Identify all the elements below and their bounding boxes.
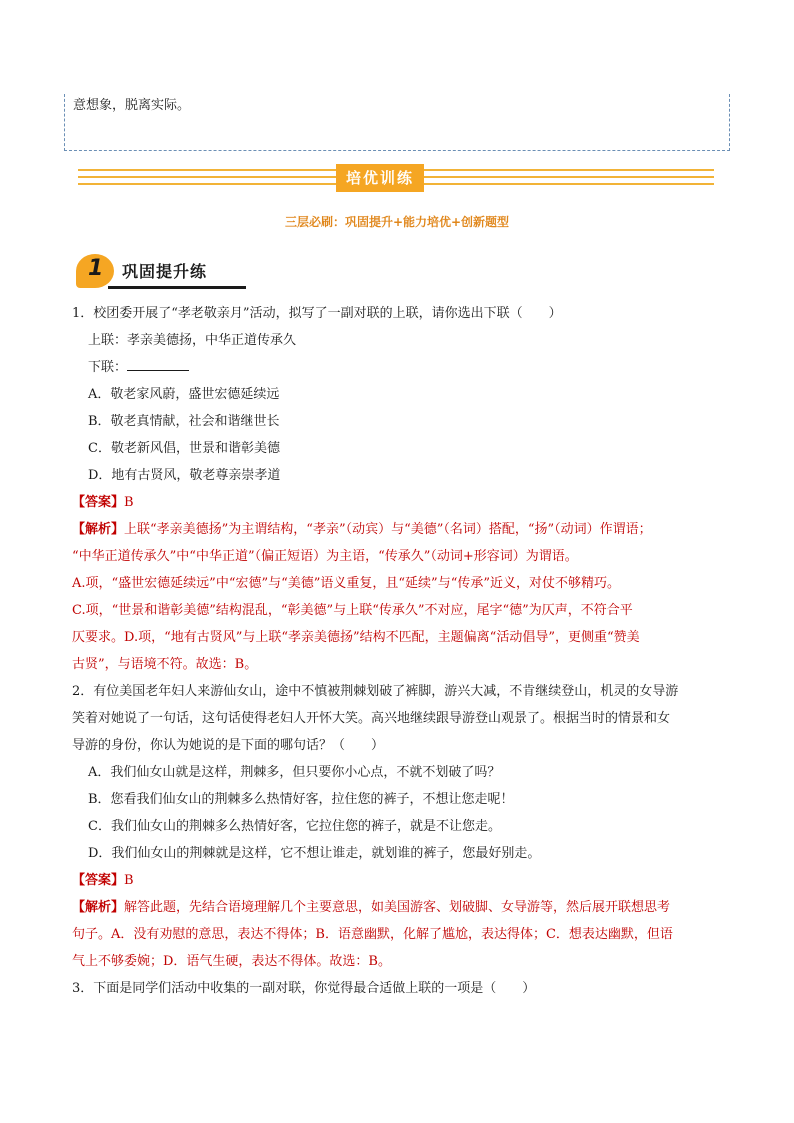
section-label: 巩固提升练 (122, 262, 208, 281)
question-1-lower-couplet (72, 354, 732, 381)
question-2-option: B．您看我们仙女山的荆棘多么热情好客，拉住您的裤子，不想让您走呢！ (88, 792, 514, 807)
analysis-line: 上联“孝亲美德扬”为主谓结构，“孝亲”（动宾）与“美德”（名词）搭配，“扬”（动词）作谓语； (124, 522, 652, 537)
question-2-stem: 2．有位美国老年妇人来游仙女山，途中不慎被荆棘划破了裤脚，游兴大减，不肯继续登山，机灵的女导游 (72, 684, 679, 699)
question-1-option: A．敬老家风蔚，盛世宏德延续远 (88, 387, 280, 402)
question-1-upper-couplet: 上联：孝亲美德扬，中华正道传承久 (88, 333, 297, 348)
question-1-option: B．敬老真情献，社会和谐继世长 (88, 414, 280, 429)
lower-couplet-label: 下联： (88, 360, 128, 375)
question-2-stem: 笑着对她说了一句话，这句话使得老妇人开怀大笑。高兴地继续跟导游登山观景了。根据当时的情景和女 (72, 711, 671, 726)
analysis-tag: 【解析】 (72, 522, 125, 537)
analysis-line: C.项，“世景和谐彰美德”结构混乱，“彰美德”与上联“传承久”不对应，尾字“德”为仄声，不符合平 (72, 603, 633, 618)
banner-title: 培优训练 (336, 164, 424, 192)
banner-line (78, 183, 336, 185)
section-underline (108, 286, 246, 289)
analysis-line: “中华正道传承久”中“中华正道”（偏正短语）为主语，“传承久”（动词+形容词）为谓语。 (72, 549, 578, 564)
answer-value: B (124, 873, 134, 888)
analysis-line: 气上不够委婉；D．语气生硬，表达不得体。故选：B。 (72, 954, 391, 969)
banner-line (424, 183, 714, 185)
answer-tag: 【答案】 (72, 495, 125, 510)
banner-line (424, 169, 714, 171)
question-1-option: D．地有古贤风，敬老尊亲崇孝道 (88, 468, 281, 483)
question-2-option: C．我们仙女山的荆棘多么热情好客，它拉住您的裤子，就是不让您走。 (88, 819, 501, 834)
section-heading (76, 254, 246, 290)
banner-line (78, 176, 336, 178)
analysis-line: 古贤”，与语境不符。故选：B。 (72, 657, 258, 672)
previous-section-box (64, 94, 730, 151)
question-2-option: A．我们仙女山就是这样，荆棘多，但只要你小心点，不就不划破了吗？ (88, 765, 501, 780)
banner-line (78, 169, 336, 171)
section-number: 1 (88, 256, 104, 281)
answer-value: B (124, 495, 134, 510)
question-2-option: D．我们仙女山的荆棘就是这样，它不想让谁走，就划谁的裤子，您最好别走。 (88, 846, 541, 861)
banner-line (424, 176, 714, 178)
analysis-line: 解答此题，先结合语境理解几个主要意思，如美国游客、划破脚、女导游等，然后展开联想思考 (124, 900, 671, 915)
analysis-line: 仄要求。D.项，“地有古贤风”与上联“孝亲美德扬”结构不匹配，主题偏离“活动倡导”，更侧重“赞美 (72, 630, 640, 645)
question-1-option: C．敬老新风倡，世景和谐彰美德 (88, 441, 280, 456)
analysis-line: A.项，“盛世宏德延续远”中“宏德”与“美德”语义重复，且“延续”与“传承”近义，对仗不够精巧。 (72, 576, 620, 591)
question-2-stem: 导游的身份，你认为她说的是下面的哪句话？（ ） (72, 738, 385, 753)
section-banner (78, 164, 714, 190)
question-3-stem: 3．下面是同学们活动中收集的一副对联，你觉得最合适做上联的一项是（ ） (72, 981, 536, 996)
answer-blank (127, 356, 189, 371)
question-list (72, 300, 732, 1002)
question-1-analysis (72, 516, 732, 543)
question-2-analysis (72, 894, 732, 921)
banner-subtitle: 三层必刷：巩固提升+能力培优+创新题型 (284, 215, 510, 229)
answer-tag: 【答案】 (72, 873, 125, 888)
previous-section-text: 意想象，脱离实际。 (73, 98, 191, 113)
question-2-answer (72, 867, 732, 894)
analysis-line: 句子。A．没有劝慰的意思，表达不得体；B．语意幽默，化解了尴尬，表达得体；C．想表达幽默，但语 (72, 927, 673, 942)
analysis-tag: 【解析】 (72, 900, 125, 915)
question-1-answer (72, 489, 732, 516)
question-1-stem: 1．校团委开展了“孝老敬亲月”活动，拟写了一副对联的上联，请你选出下联（ ） (72, 306, 562, 321)
